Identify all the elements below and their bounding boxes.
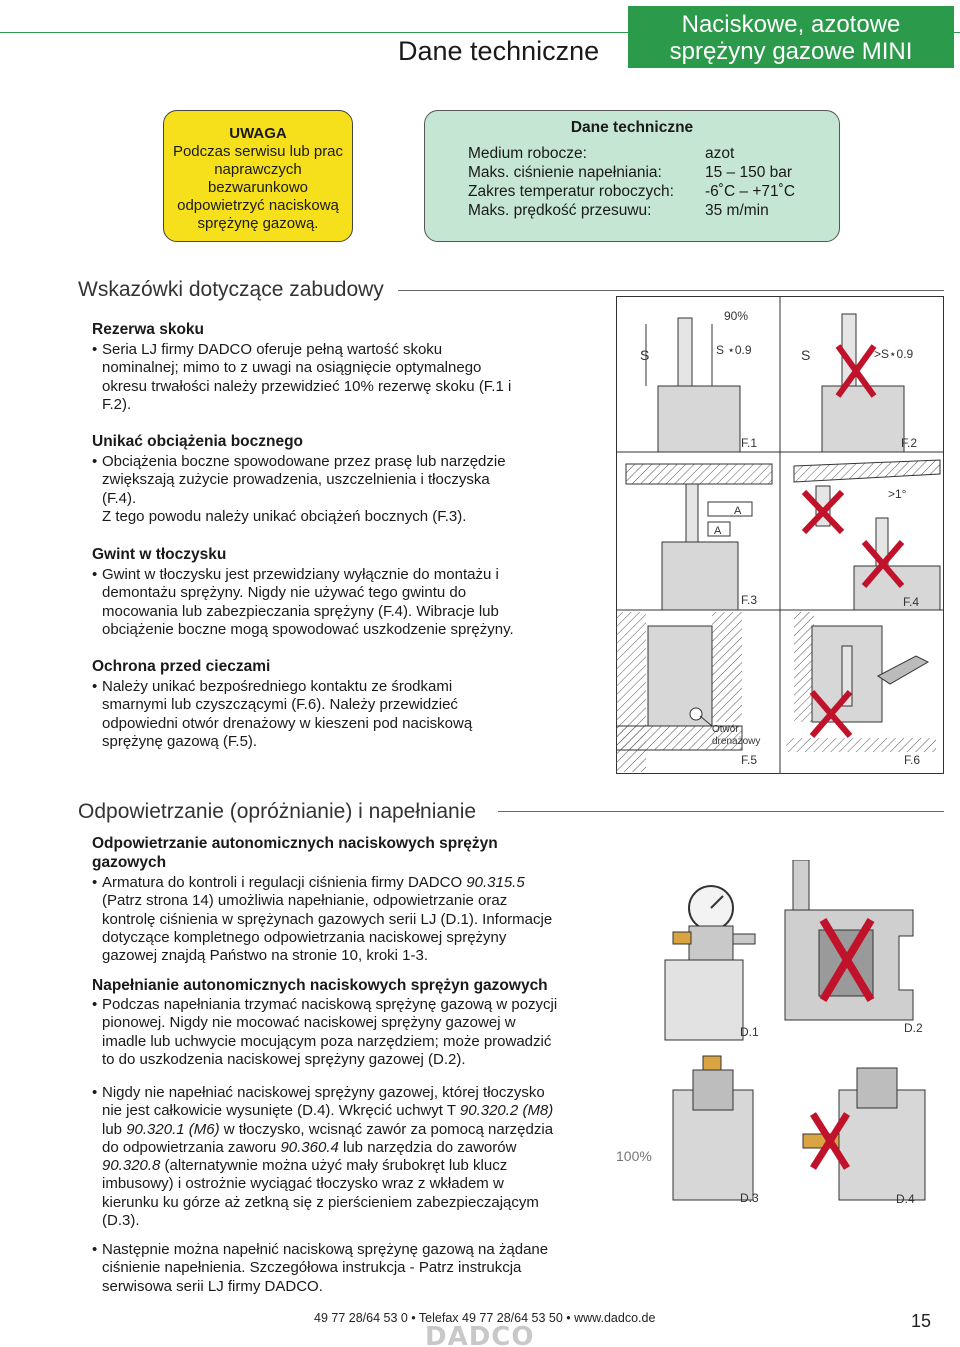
spec-row [468,164,828,183]
text-line: Należy unikać bezpośredniego kontaktu ze środkami [102,678,453,695]
product-code: 90.320.1 (M6) [126,1120,220,1138]
warning-title: UWAGA [229,125,287,142]
text-line: Gwint w tłoczysku jest przewidziany wyłącznie do montażu i [102,566,499,583]
text-line: (alternatywnie można użyć mały śrubokręt lub klucz [160,1157,508,1175]
warning-line: odpowietrzyć naciskową [177,197,339,214]
product-title-line2: sprężyny gazowe MINI [669,38,913,65]
figure-label-f1: F.1 [741,436,758,450]
text-line: obciążenie boczne mogą spowodować uszkodzenie sprężyny. [102,620,514,638]
figure-d1 [665,886,759,1040]
figure-f4 [794,460,940,610]
text-line: Obciążenia boczne spowodowane przez prasę lub narzędzie [102,453,506,470]
text-line: Następnie można napełnić naciskową sprężynę gazową na żądane [102,1241,549,1258]
section-rule [398,290,944,291]
text-line: Seria LJ firmy DADCO oferuje pełną wartość skoku [102,341,443,358]
page-number: 15 [911,1311,932,1331]
spec-row [468,145,828,164]
text-line: imbusowy) i ostrożnie wyciągać tłoczysko wraz z wkładem w [102,1175,504,1193]
block-text: • Gwint w tłoczysku jest przewidziany wyłącznie do montażu i demontażu sprężyny. Nigdy nie używać tego gwintu do mocowania lub zabezpieczania sprężyny (F.4). Wibracje lub obciążenie boczne mogą spowodować uszkodzenie sprężyny. [92,566,592,639]
text-line: nie jest całkowicie wysunięte (D.4). Wkręcić uchwyt T [102,1102,460,1120]
product-title-line1: Naciskowe, azotowe [681,11,901,38]
figure-label-gt-s09: >S⋆0.9 [874,347,914,361]
text-line: zwiększają zużycie prowadzenia, uszczelnienia i tłoczyska [102,471,490,489]
text-line: (D.3). [102,1212,140,1230]
footer-contact: 49 77 28/64 53 0 • Telefax 49 77 28/64 53 50 • www.dadco.de [314,1311,656,1325]
figure-label-f3: F.3 [741,593,758,607]
block-text: • Seria LJ firmy DADCO oferuje pełną wartość skoku nominalnej; mimo to z uwagi na osiągnięcie optymalnego okresu trwałości należy przewidzieć 10% rezerwę skoku (F.1 i F.2). [92,341,592,414]
section-rule [498,811,944,812]
product-title-box [628,6,954,68]
spec-label: Medium robocze: [468,145,587,162]
text-line: nominalnej; mimo to z uwagi na osiągnięcie optymalnego [102,359,482,377]
figure-label-d4: D.4 [896,1192,915,1206]
text-line: sprężynę gazową (F.5). [102,732,258,750]
spec-label: Zakres temperatur roboczych: [468,183,674,200]
spec-value: 35 m/min [705,202,769,219]
figure-label-f5: F.5 [741,753,758,767]
text-line: Podczas napełniania trzymać naciskową sprężynę gazową w pozycji [102,996,558,1013]
figure-f2 [801,314,917,452]
figure-datum-a: A [734,505,742,517]
text-line: do odpowietrzania zaworu [102,1138,281,1156]
figure-label-100pct: 100% [616,1148,652,1164]
warning-line: naprawczych [214,161,302,178]
text-line: lub [102,1120,127,1138]
product-code: 90.315.5 [466,874,525,891]
text-line: okresu trwałości należy przewidzieć 10% rezerwę skoku (F.1 i [102,377,512,395]
warning-line: bezwarunkowo [207,179,309,196]
text-line: gazowej znajdą Państwo na stronie 10, kroki 1-3. [102,947,429,965]
figure-label-d3: D.3 [740,1191,759,1205]
block-title: Napełnianie autonomicznych naciskowych sprężyn gazowych [92,977,548,994]
figure-datum-a: A [714,525,722,537]
text-line: pionowej. Nigdy nie mocować naciskowej sprężyny gazowej w [102,1014,516,1032]
text-line: smarnymi lub czyszczącymi (F.6). Należy przewidzieć [102,696,458,714]
spec-value: 15 – 150 bar [705,164,793,181]
figure-label-gt1: >1° [888,487,907,501]
figure-f5 [616,612,760,772]
block-text: • Należy unikać bezpośredniego kontaktu ze środkami smarnymi lub czyszczącymi (F.6). Należy przewidzieć odpowiedni otwór drenażowy w kieszeni pod naciskową sprężynę gazową (F.5). [92,678,592,751]
block-title: Unikać obciążenia bocznego [92,433,304,450]
block-text: • Obciążenia boczne spowodowane przez prasę lub narzędzie zwiększają zużycie prowadzenia, uszczelnienia i tłoczyska (F.4). Z tego powodu należy unikać obciążeń bocznych (F.3). [92,453,592,526]
figure-label-drain-1: Otwór [712,724,739,735]
block-title [92,834,552,872]
text-line: Armatura do kontroli i regulacji ciśnienia firmy DADCO [102,874,467,891]
spec-row [468,202,828,221]
title-line: Odpowietrzanie autonomicznych naciskowych sprężyn [92,835,498,852]
section-heading-installation: Wskazówki dotyczące zabudowy [78,278,394,302]
text-line: to do uszkodzenia naciskowej sprężyny gazowej (D.2). [102,1050,466,1068]
text-line: demontażu sprężyny. Nigdy nie używać tego gwintu do [102,584,467,602]
page-title: Dane techniczne [398,36,600,66]
figure-label-f2: F.2 [901,436,918,450]
product-code: 90.360.4 [280,1138,339,1156]
figure-label-f4: F.4 [903,595,920,609]
warning-line: sprężynę gazową. [197,215,319,232]
spec-value: -6˚C – +71˚C [705,183,796,200]
specs-title: Dane techniczne [570,119,694,136]
figure-f6 [786,612,936,767]
block-text: • Następnie można napełnić naciskową sprężynę gazową na żądane ciśnienie napełnienia. Szczegółowa instrukcja - Patrz instrukcja serwisowa serii LJ firmy DADCO. [92,1241,612,1296]
figure-f3 [626,464,772,610]
spec-label: Maks. prędkość przesuwu: [468,202,652,219]
installation-figures [616,296,944,774]
figure-d2 [785,860,923,1035]
text-line: (Patrz strona 14) umożliwia napełnianie, odpowietrzanie oraz [102,892,508,910]
figure-label-d1: D.1 [740,1025,759,1039]
text-line: lub narzędzia do zaworów [338,1138,517,1156]
text-line: F.2). [102,395,132,413]
spec-value: azot [705,145,735,162]
block-title: Rezerwa skoku [92,321,204,338]
figure-label-f6: F.6 [904,753,921,767]
spec-label: Maks. ciśnienie napełniania: [468,164,662,181]
dadco-logo: DADCO [425,1322,535,1347]
text-line: Nigdy nie napełniać naciskowej sprężyny gazowej, której tłoczysko [102,1084,545,1101]
text-line: serwisowa serii LJ firmy DADCO. [102,1277,323,1295]
figure-f1 [640,309,757,452]
title-line: gazowych [92,854,167,871]
figure-label-s: S [801,347,811,363]
block-title: Gwint w tłoczysku [92,546,227,563]
warning-line: Podczas serwisu lub prac [172,143,344,160]
block-text: • Podczas napełniania trzymać naciskową sprężynę gazową w pozycji pionowej. Nigdy nie mocować naciskowej sprężyny gazowej w imadle lub uchwycie mocującym poza narzędziem; może prowadzić to do uszkodzenia naciskowej sprężyny gazowej (D.2). [92,996,602,1069]
text-line: w tłoczysko, wcisnąć zawór za pomocą narzędzia [219,1120,554,1138]
figure-label-90pct: 90% [724,309,749,323]
text-line: odpowiedni otwór drenażowy w kieszeni pod naciskową [102,714,473,732]
figure-d4 [803,1068,925,1206]
block-text: • Nigdy nie napełniać naciskowej sprężyny gazowej, której tłoczysko nie jest całkowicie wysunięte (D.4). Wkręcić uchwyt T 90.320.2 (M8) lub 90.320.1 (M6) w tłoczysko, wcisnąć zawór za pomocą narzędzia do odpowietrzania zaworu 90.360.4 lub narzędzia do zaworów 90.320.8 (alternatywnie można użyć mały śrubokręt lub klucz imbusowy) i ostrożnie wyciągać tłoczysko wraz z wkładem w kierunku ku górze aż zetkną się z pierścieniem zabezpieczającym (D.3). [92,1084,612,1230]
specs-box [424,110,840,242]
product-code: 90.320.8 [102,1157,161,1175]
spec-row [468,183,828,202]
figure-label-s: S [640,347,650,363]
block-title: Ochrona przed cieczami [92,658,271,675]
filling-figures [613,860,931,1212]
text-line: imadle lub uchwycie mocującym poza narzędziem; może prowadzić [102,1032,552,1050]
figure-label-s09: S ⋆0.9 [716,343,752,357]
section-heading-venting: Odpowietrzanie (opróżnianie) i napełnianie [78,800,486,824]
text-line: Z tego powodu należy unikać obciążeń bocznych (F.3). [102,507,467,525]
figure-label-drain-2: drenażowy [712,736,761,747]
text-line: ciśnienie napełnienia. Szczegółowa instrukcja - Patrz instrukcja [102,1259,522,1277]
text-line: (F.4). [102,489,137,507]
block-text: • Armatura do kontroli i regulacji ciśnienia firmy DADCO 90.315.5 (Patrz strona 14) umożliwia napełnianie, odpowietrzanie oraz kontrolę ciśnienia w sprężynach gazowych serii LJ (D.1). Informacje dotyczące kompletnego odpowietrzania naciskowej sprężyny gazowej znajdą Państwo na stronie 10, kroki 1-3. [92,874,602,965]
text-line: mocowania lub zabezpieczania sprężyny (F.4). Wibracje lub [102,602,499,620]
text-line: kontrolę ciśnienia w sprężynach gazowych serii LJ (D.1). Informacje [102,910,553,928]
text-line: dotyczące kompletnego odpowietrzania naciskowej sprężyny [102,928,507,946]
text-line: kierunku ku górze aż zetkną się z pierścieniem zabezpieczającym [102,1193,539,1211]
warning-box [163,110,353,242]
figure-label-d2: D.2 [904,1021,923,1035]
figure-d3 [616,1056,759,1205]
product-code: 90.320.2 (M8) [459,1102,554,1120]
